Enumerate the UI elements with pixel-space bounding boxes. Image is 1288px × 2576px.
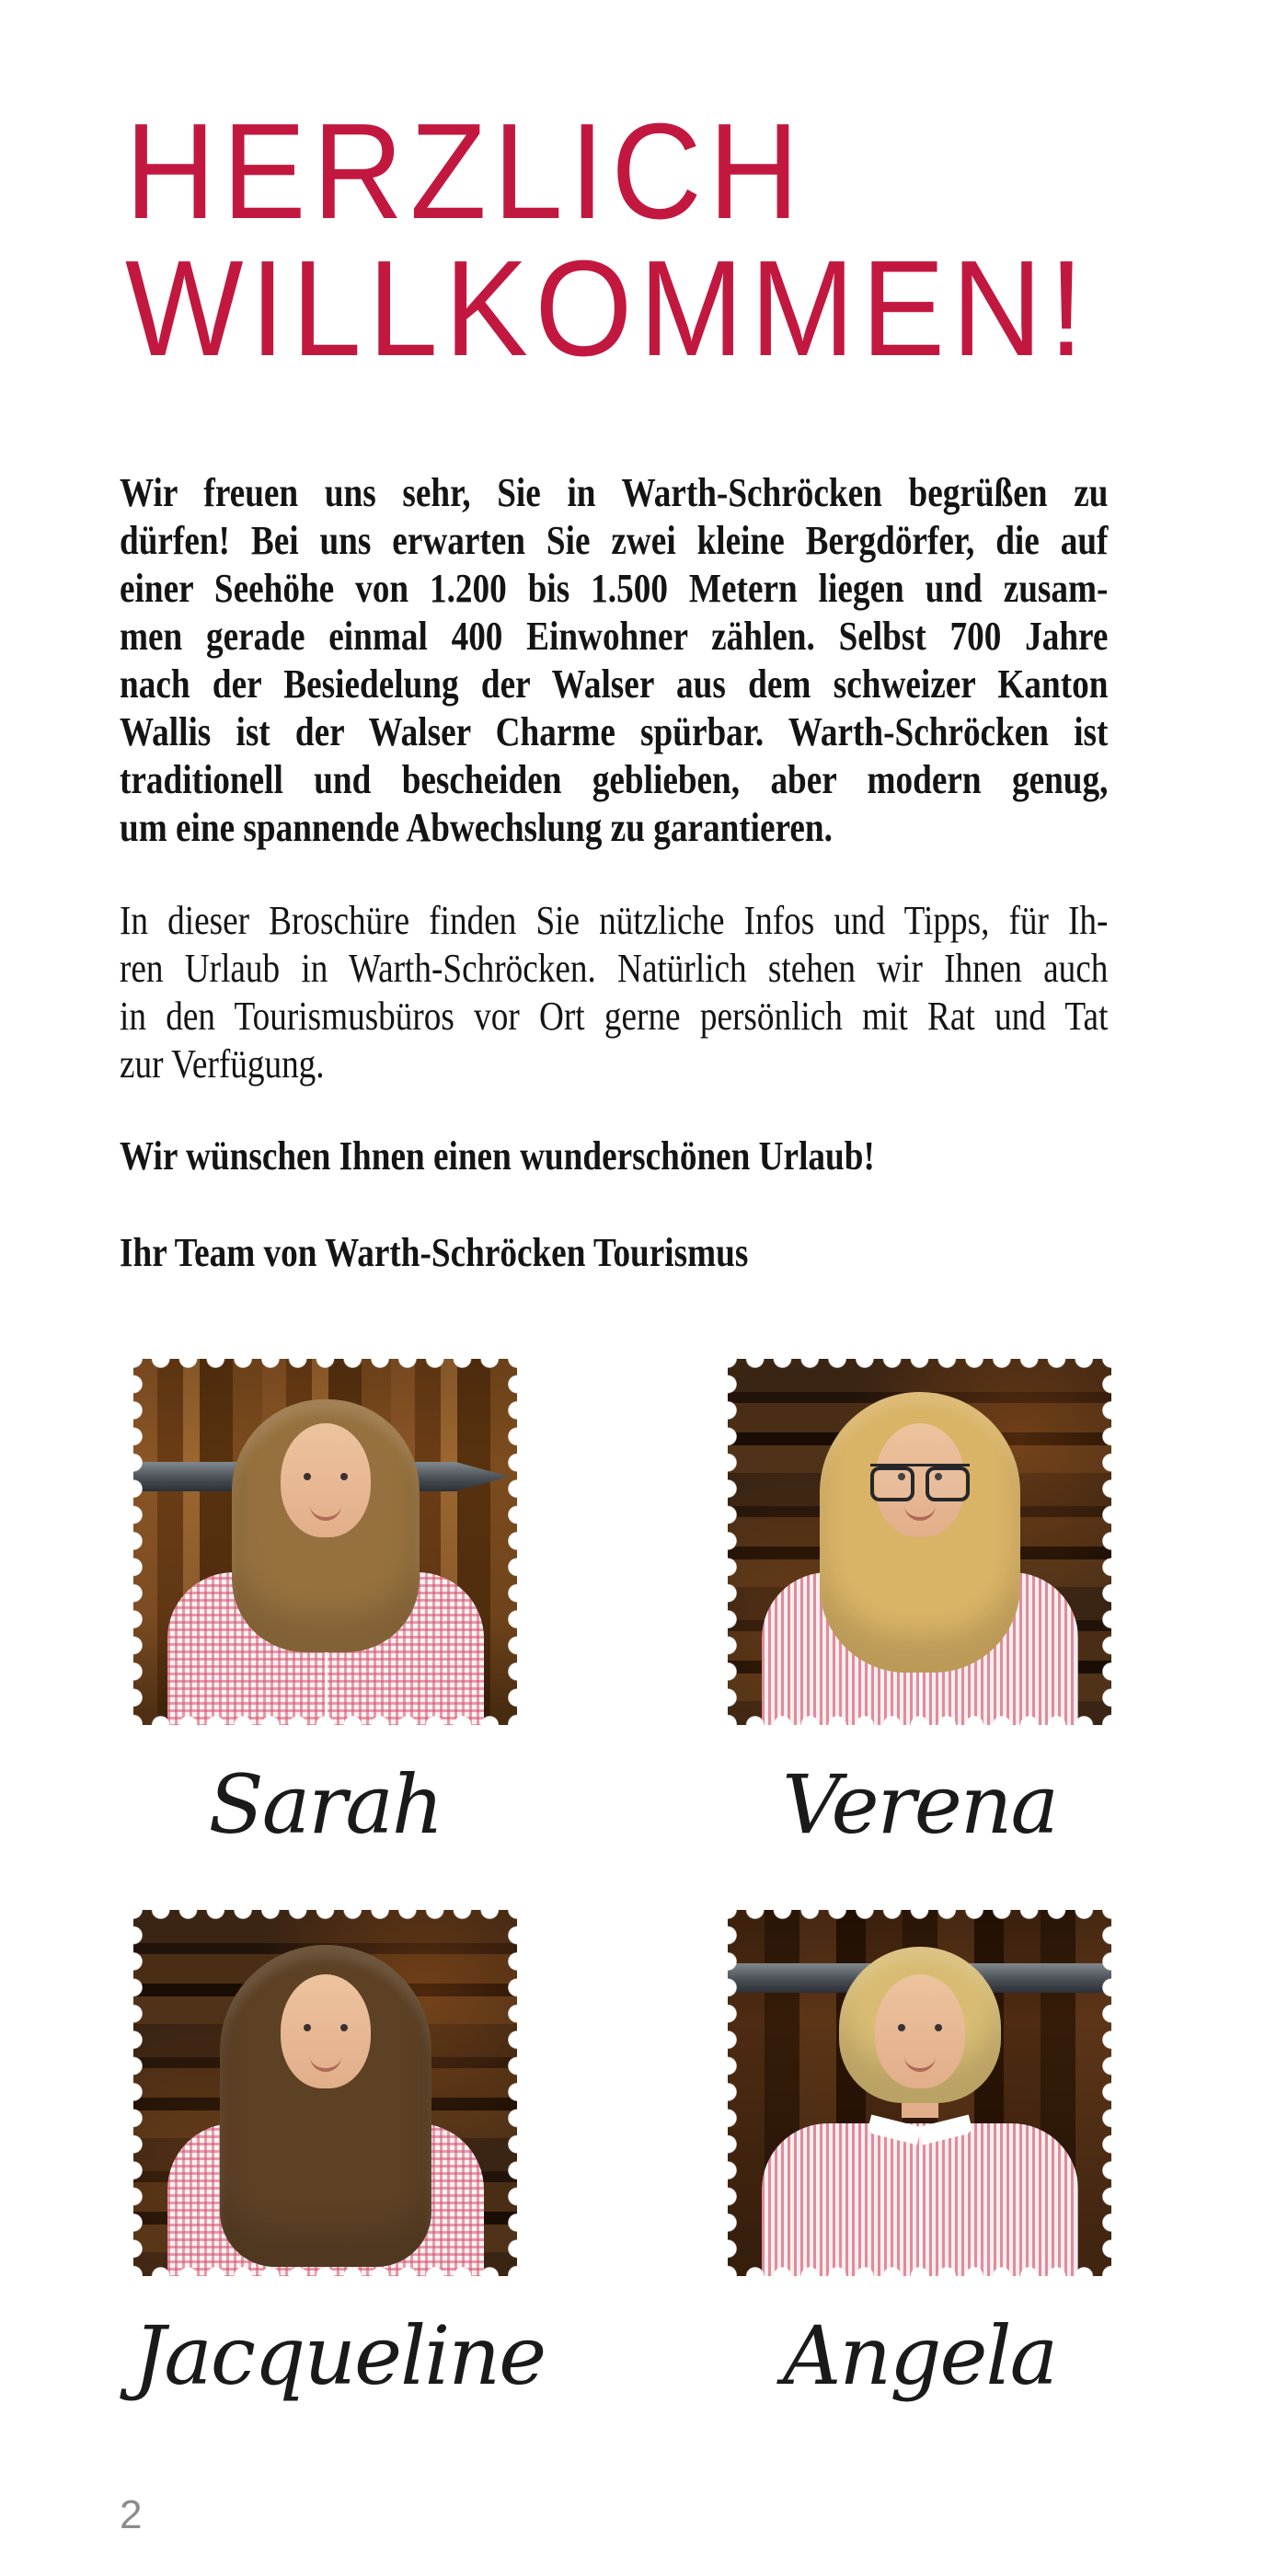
text-line: Wir freuen uns sehr, Sie in Warth-Schröcken begrüßen zu bbox=[120, 470, 1109, 515]
team-member-name: Angela bbox=[782, 2308, 1057, 2403]
person-eye-right bbox=[340, 1473, 348, 1480]
text-line: nach der Besiedelung der Walser aus dem schweizer Kanton bbox=[120, 661, 1109, 707]
team-member-name: Jacqueline bbox=[133, 2308, 546, 2403]
wish-line: Wir wünschen Ihnen einen wunderschönen Urlaub! bbox=[120, 1133, 875, 1179]
photo-verena bbox=[728, 1359, 1111, 1725]
person-eye-left bbox=[304, 2024, 311, 2031]
team-card bbox=[728, 1910, 1111, 2425]
team-member-name: Verena bbox=[782, 1757, 1057, 1852]
page-title bbox=[125, 96, 1091, 385]
text-line: dürfen! Bei uns erwarten Sie zwei kleine Bergdörfer, die auf bbox=[120, 518, 1109, 563]
text-line: um eine spannende Abwechslung zu garantieren. bbox=[120, 805, 833, 850]
intro-paragraph bbox=[120, 469, 1108, 852]
shirt-placket bbox=[919, 2151, 922, 2276]
text-line: in den Tourismusbüros vor Ort gerne persönlich mit Rat und Tat bbox=[120, 994, 1109, 1039]
person-eye-left bbox=[304, 1473, 311, 1480]
text-line: Wallis ist der Walser Charme spürbar. Warth-Schröcken ist bbox=[120, 709, 1109, 754]
text-line: men gerade einmal 400 Einwohner zählen. Selbst 700 Jahre bbox=[120, 614, 1109, 659]
team-card bbox=[133, 1910, 546, 2425]
team-member-name: Sarah bbox=[208, 1757, 443, 1852]
text-line: zur Verfügung. bbox=[120, 1041, 325, 1087]
team-card bbox=[133, 1359, 517, 1874]
page-title-line2: WILLKOMMEN! bbox=[125, 233, 1091, 385]
team-card bbox=[728, 1359, 1111, 1874]
person-eye-left bbox=[898, 2024, 905, 2031]
page-number: 2 bbox=[120, 2492, 143, 2537]
text-line: ren Urlaub in Warth-Schröcken. Natürlich stehen wir Ihnen auch bbox=[120, 946, 1109, 991]
person-eye-right bbox=[340, 2024, 348, 2031]
text-line: einer Seehöhe von 1.200 bis 1.500 Metern liegen und zusam- bbox=[120, 566, 1109, 611]
text-line: In dieser Broschüre finden Sie nützliche Infos und Tipps, für Ih- bbox=[120, 898, 1109, 943]
photo-angela bbox=[728, 1910, 1111, 2276]
info-paragraph bbox=[120, 897, 1108, 1088]
photo-sarah bbox=[133, 1359, 517, 1725]
person-eye-right bbox=[935, 2024, 942, 2031]
team-line: Ihr Team von Warth-Schröcken Tourismus bbox=[120, 1230, 749, 1275]
glasses bbox=[870, 1464, 970, 1500]
text-line: traditionell und bescheiden geblieben, aber modern genug, bbox=[120, 757, 1109, 802]
photo-jacqueline bbox=[133, 1910, 517, 2276]
page-title-line1: HERZLICH bbox=[125, 96, 806, 247]
